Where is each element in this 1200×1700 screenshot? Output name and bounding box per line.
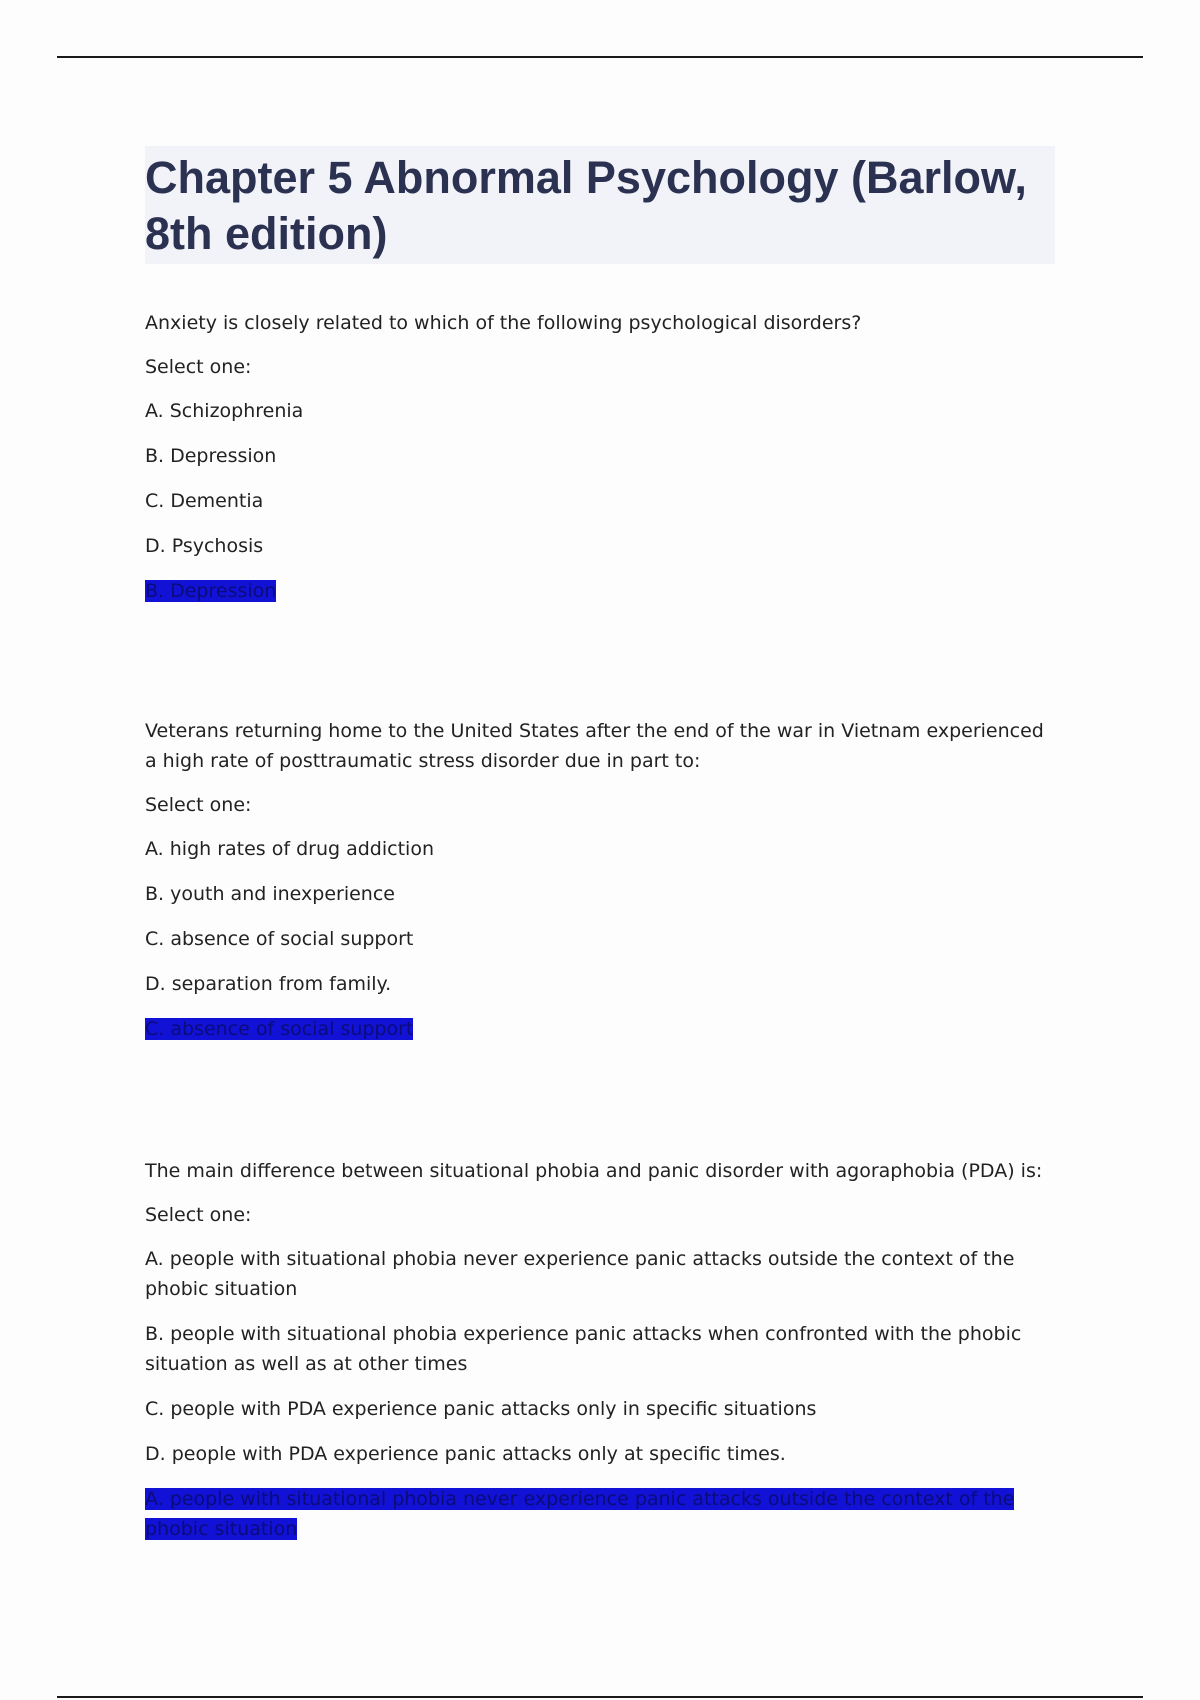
question-text: The main difference between situational phobia and panic disorder with agoraphobia (PDA) is:: [145, 1160, 1043, 1182]
option-b: B. people with situational phobia experience panic attacks when confronted with the phobic situation as well as at other times: [145, 1323, 1022, 1375]
answer-highlight: [145, 576, 1055, 606]
option-a: A. high rates of drug addiction: [145, 838, 434, 860]
title-banner: [145, 146, 1055, 264]
question-text: Veterans returning home to the United States after the end of the war in Vietnam experienced a high rate of posttraumatic stress disorder due in part to:: [145, 720, 1044, 772]
option-c: C. people with PDA experience panic attacks only in specific situations: [145, 1398, 817, 1420]
option-b: B. youth and inexperience: [145, 883, 395, 905]
answer-highlight: [145, 1014, 1055, 1044]
option-b: B. Depression: [145, 445, 277, 467]
answer-text: A. people with situational phobia never experience panic attacks outside the context of the phobic situation: [145, 1488, 1015, 1540]
answer-highlight: [145, 1484, 1055, 1544]
document-body: [145, 146, 1055, 1544]
select-one-label: Select one:: [145, 794, 252, 816]
bottom-rule: [57, 1696, 1143, 1698]
option-a: A. people with situational phobia never experience panic attacks outside the context of the phobic situation: [145, 1248, 1015, 1300]
answer-text: C. absence of social support: [145, 1018, 414, 1040]
option-c: C. Dementia: [145, 490, 264, 512]
question-block-1: [145, 308, 1055, 716]
option-a: A. Schizophrenia: [145, 400, 304, 422]
question-text: Anxiety is closely related to which of the following psychological disorders?: [145, 312, 862, 334]
option-d: D. Psychosis: [145, 535, 264, 557]
question-block-2: [145, 716, 1055, 1156]
answer-text: B. Depression: [145, 580, 277, 602]
option-d: D. separation from family.: [145, 973, 392, 995]
question-block-3: [145, 1156, 1055, 1544]
document-title: Chapter 5 Abnormal Psychology (Barlow, 8th edition): [145, 152, 1027, 259]
top-rule: [57, 56, 1143, 58]
option-d: D. people with PDA experience panic attacks only at specific times.: [145, 1443, 786, 1465]
select-one-label: Select one:: [145, 356, 252, 378]
option-c: C. absence of social support: [145, 928, 414, 950]
select-one-label: Select one:: [145, 1204, 252, 1226]
